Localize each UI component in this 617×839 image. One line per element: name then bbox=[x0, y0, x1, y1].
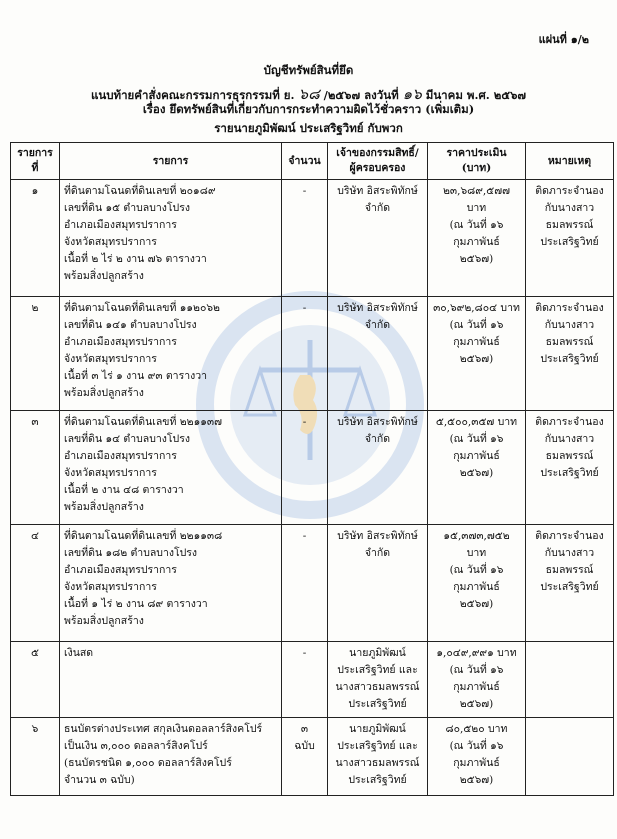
row-price: ๑,๐๔๙,๙๙๑ บาท (ณ วันที่ ๑๖ กุมภาพันธ์ ๒๕๖๗) bbox=[428, 642, 526, 718]
row-price: ๓๐,๖๙๒,๘๐๔ บาท (ณ วันที่ ๑๖ กุมภาพันธ์ ๒๕๖๗) bbox=[428, 297, 526, 411]
row-item: ที่ดินตามโฉนดที่ดินเลขที่ ๒๒๑๑๓๗ เลขที่ดิน ๑๔ ตำบลบางโปรง อำเภอเมืองสมุทรปราการ จังหวัดสมุทรปราการ เนื้อที่ ๒ งาน ๔๘ ตารางวา พร้อมสิ่งปลูกสร้าง bbox=[60, 411, 282, 525]
row-note: ติดภาระจำนอง กับนางสาว ธมลพรรณ์ ประเสริฐวิทย์ bbox=[526, 525, 614, 642]
row-item: ที่ดินตามโฉนดที่ดินเลขที่ ๒๒๑๑๓๘ เลขที่ดิน ๑๘๒ ตำบลบางโปรง อำเภอเมืองสมุทรปราการ จังหวัดสมุทรปราการ เนื้อที่ ๑ ไร่ ๒ งาน ๘๙ ตารางวา พร้อมสิ่งปลูกสร้าง bbox=[60, 525, 282, 642]
col-header-item: รายการ bbox=[60, 143, 282, 180]
sheet-number: แผ่นที่ ๑/๒ bbox=[538, 33, 589, 46]
row-note bbox=[526, 642, 614, 718]
row-note bbox=[526, 718, 614, 796]
row-qty: - bbox=[282, 297, 328, 411]
row-note: ติดภาระจำนอง กับนางสาว ธมลพรรณ์ ประเสริฐวิทย์ bbox=[526, 411, 614, 525]
order-mid: /๒๕๖๗ ลงวันที่ bbox=[323, 88, 399, 102]
row-owner: นายภูมิพัฒน์ ประเสริฐวิทย์ และ นางสาวธมลพรรณ์ ประเสริฐวิทย์ bbox=[328, 642, 428, 718]
col-header-owner: เจ้าของกรรมสิทธิ์/ ผู้ครอบครอง bbox=[328, 143, 428, 180]
row-item: เงินสด bbox=[60, 642, 282, 718]
row-qty: - bbox=[282, 411, 328, 525]
row-owner: บริษัท อิสระพิทักษ์ จำกัด bbox=[328, 297, 428, 411]
case-name: รายนายภูมิพัฒน์ ประเสริฐวิทย์ กับพวก bbox=[214, 121, 403, 135]
row-note: ติดภาระจำนอง กับนางสาว ธมลพรรณ์ ประเสริฐวิทย์ bbox=[526, 180, 614, 297]
table-row bbox=[11, 297, 614, 411]
col-header-qty: จำนวน bbox=[282, 143, 328, 180]
order-number-handwritten: ๖๘ bbox=[298, 85, 320, 103]
col-header-note: หมายเหตุ bbox=[526, 143, 614, 180]
order-suffix: มีนาคม พ.ศ. ๒๕๖๗ bbox=[425, 88, 527, 102]
seized-assets-table bbox=[10, 142, 614, 796]
row-no: ๑ bbox=[11, 180, 60, 297]
row-owner: บริษัท อิสระพิทักษ์ จำกัด bbox=[328, 411, 428, 525]
col-header-price: ราคาประเมิน (บาท) bbox=[428, 143, 526, 180]
row-price: ๑๕,๓๗๓,๗๕๒ บาท (ณ วันที่ ๑๖ กุมภาพันธ์ ๒๕๖๗) bbox=[428, 525, 526, 642]
table-row bbox=[11, 718, 614, 796]
row-owner: บริษัท อิสระพิทักษ์ จำกัด bbox=[328, 525, 428, 642]
table-row bbox=[11, 642, 614, 718]
row-no: ๔ bbox=[11, 525, 60, 642]
row-item: ที่ดินตามโฉนดที่ดินเลขที่ ๑๑๒๐๖๒ เลขที่ดิน ๑๔๑ ตำบลบางโปรง อำเภอเมืองสมุทรปราการ จังหวัดสมุทรปราการ เนื้อที่ ๓ ไร่ ๑ งาน ๙๓ ตารางวา พร้อมสิ่งปลูกสร้าง bbox=[60, 297, 282, 411]
table-header-row bbox=[11, 143, 614, 180]
row-no: ๖ bbox=[11, 718, 60, 796]
row-price: ๕,๕๐๐,๓๕๗ บาท (ณ วันที่ ๑๖ กุมภาพันธ์ ๒๕๖๗) bbox=[428, 411, 526, 525]
row-price: ๒๓,๖๘๙,๕๗๗ บาท (ณ วันที่ ๑๖ กุมภาพันธ์ ๒๕๖๗) bbox=[428, 180, 526, 297]
order-day-handwritten: ๑๖ bbox=[402, 85, 422, 103]
col-header-no: รายการที่ bbox=[11, 143, 60, 180]
row-item: ธนบัตรต่างประเทศ สกุลเงินดอลลาร์สิงคโปร์ เป็นเงิน ๓,๐๐๐ ดอลลาร์สิงคโปร์ (ธนบัตรชนิด ๑,๐๐๐ ดอลลาร์สิงคโปร์ จำนวน ๓ ฉบับ) bbox=[60, 718, 282, 796]
row-price: ๘๐,๕๒๐ บาท (ณ วันที่ ๑๖ กุมภาพันธ์ ๒๕๖๗) bbox=[428, 718, 526, 796]
document-title: บัญชีทรัพย์สินที่ยึด bbox=[263, 63, 354, 77]
row-qty: ๓ ฉบับ bbox=[282, 718, 328, 796]
row-no: ๒ bbox=[11, 297, 60, 411]
table-row bbox=[11, 180, 614, 297]
row-note: ติดภาระจำนอง กับนางสาว ธมลพรรณ์ ประเสริฐวิทย์ bbox=[526, 297, 614, 411]
row-qty: - bbox=[282, 180, 328, 297]
table-row bbox=[11, 525, 614, 642]
row-owner: นายภูมิพัฒน์ ประเสริฐวิทย์ และ นางสาวธมลพรรณ์ ประเสริฐวิทย์ bbox=[328, 718, 428, 796]
row-no: ๓ bbox=[11, 411, 60, 525]
table-row bbox=[11, 411, 614, 525]
order-prefix: แนบท้ายคำสั่งคณะกรรมการธุรกรรมที่ ย. bbox=[90, 88, 295, 102]
row-qty: - bbox=[282, 525, 328, 642]
row-owner: บริษัท อิสระพิทักษ์ จำกัด bbox=[328, 180, 428, 297]
row-no: ๕ bbox=[11, 642, 60, 718]
row-item: ที่ดินตามโฉนดที่ดินเลขที่ ๒๐๑๘๙ เลขที่ดิน ๑๕ ตำบลบางโปรง อำเภอเมืองสมุทรปราการ จังหวัดสมุทรปราการ เนื้อที่ ๒ ไร่ ๒ งาน ๗๖ ตารางวา พร้อมสิ่งปลูกสร้าง bbox=[60, 180, 282, 297]
row-qty: - bbox=[282, 642, 328, 718]
document-subject: เรื่อง ยึดทรัพย์สินที่เกี่ยวกับการกระทำความผิดไว้ชั่วคราว (เพิ่มเติม) bbox=[142, 102, 475, 116]
